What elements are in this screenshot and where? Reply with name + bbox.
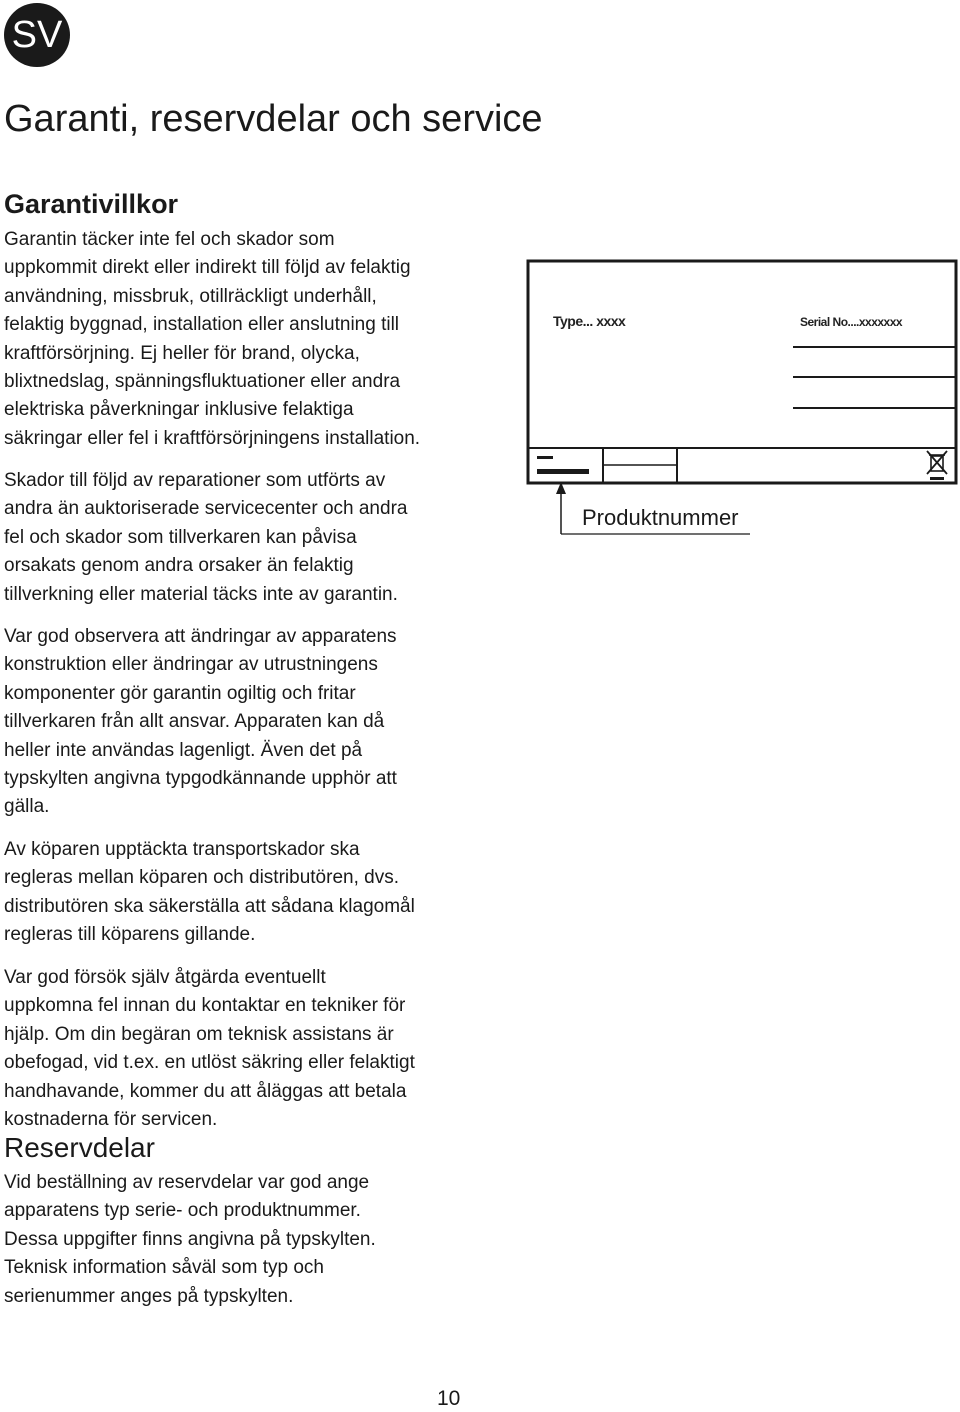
plate-mark-1 <box>537 456 553 459</box>
spare-parts-paragraph: Vid beställning av reservdelar var god ange apparatens typ serie- och produktnummer. Dessa uppgifter finns angivna på typskylten. Teknisk information såväl som typ och serienummer anges på typskylten. <box>4 1172 376 1307</box>
warranty-paragraph-1: Garantin täcker inte fel och skador som uppkommit direkt eller indirekt till följd av felaktig användning, missbruk, otillräckligt underhåll, felaktig byggnad, installation eller anslutning till kraftförsörjning. Ej heller för brand, olycka, blixtnedslag, spänningsfluktuationer eller andra elektriska påverkningar inklusive felaktiga säkringar eller fel i kraftförsörjningens installation. <box>4 229 421 449</box>
plate-mark-2 <box>537 469 589 474</box>
language-badge: SV <box>4 3 70 67</box>
page-number: 10 <box>437 1387 461 1410</box>
product-number-label: Produktnummer <box>582 505 739 530</box>
plate-serial-text: Serial No....xxxxxxx <box>800 315 903 329</box>
crossed-out-bin-icon <box>927 451 947 480</box>
warranty-paragraph-2: Skador till följd av reparationer som utförts av andra än auktoriserade servicecenter och andra fel och skador som tillverkaren kan påvisa orsakats genom andra orsaker än felaktig tillverkning eller material täcks inte av garantin. <box>4 470 408 605</box>
section-heading-garantivillkor: Garantivillkor <box>4 189 179 219</box>
plate-frame <box>528 261 956 483</box>
plate-type-text: Type... xxxx <box>553 313 626 329</box>
warranty-paragraph-5: Var god försök själv åtgärda eventuellt uppkomna fel innan du kontaktar en tekniker för hjälp. Om din begäran om teknisk assistans är obefogad, vid t.ex. en utlöst säkring eller felaktigt handhavande, kommer du att åläggas att betala kostnaderna för servicen. <box>4 967 415 1131</box>
page-title: Garanti, reservdelar och service <box>4 98 543 140</box>
section-heading-reservdelar: Reservdelar <box>4 1132 155 1163</box>
warranty-paragraph-3: Var god observera att ändringar av apparatens konstruktion eller ändringar av utrustningens komponenter gör garantin ogiltig och fritar tillverkaren från allt ansvar. Apparaten kan då heller inte användas lagenligt. Även det på typskylten angivna typgodkännande upphör att gälla. <box>4 626 397 818</box>
warranty-paragraph-4: Av köparen upptäckta transportskador ska regleras mellan köparen och distributören, dvs. distributören ska säkerställa att sådana klagomål regleras till köparens gillande. <box>4 839 415 946</box>
